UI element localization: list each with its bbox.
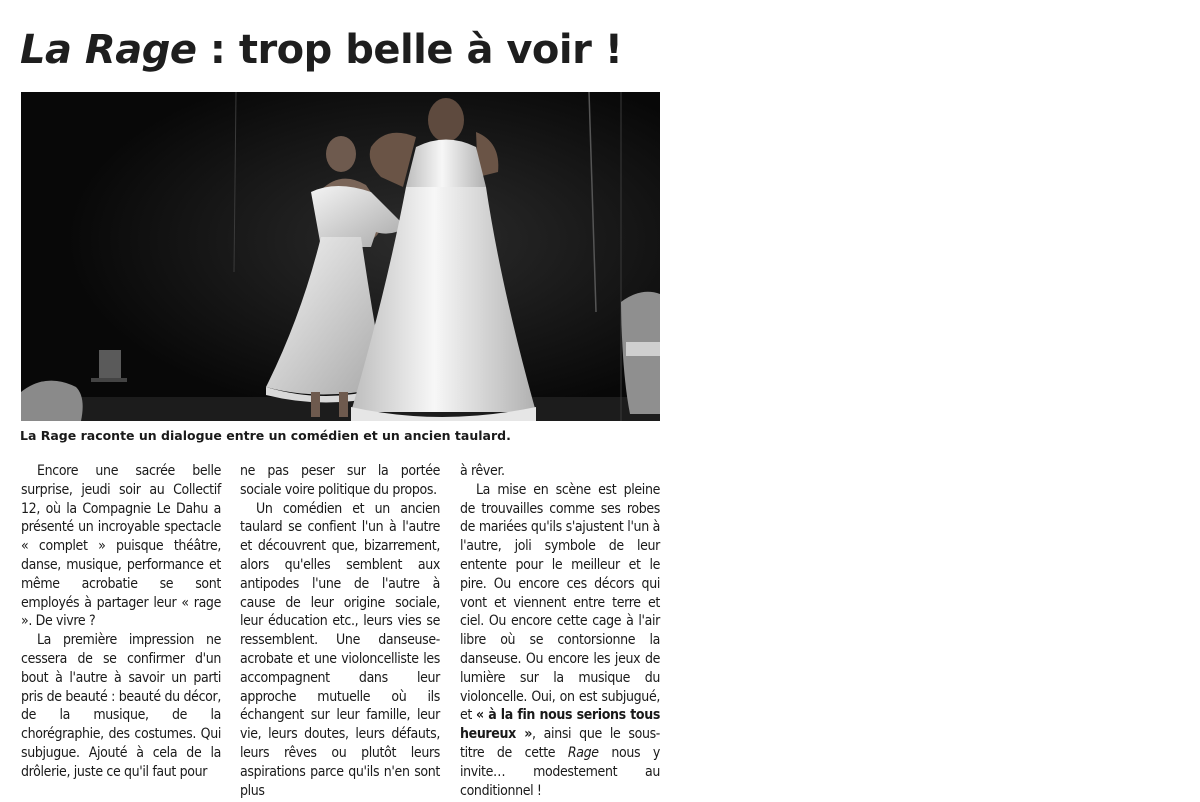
article-title [20, 26, 623, 74]
column-3 [460, 462, 660, 800]
paragraph-text: nous y invite… modestement au conditionnel ! [460, 744, 660, 799]
column-2 [240, 462, 440, 800]
title-italic: La Rage [20, 27, 197, 73]
title-rest: : trop belle à voir ! [196, 27, 623, 73]
column-1 [21, 462, 221, 782]
paragraph-text: , ainsi que le sous-titre de cette [460, 726, 661, 761]
paragraph: ne pas peser sur la portée sociale voire politique du propos. [240, 463, 440, 498]
photo-caption: La Rage raconte un dialogue entre un comédien et un ancien taulard. [20, 428, 511, 443]
paragraph [460, 481, 660, 801]
show-title: Rage [567, 744, 599, 761]
paragraph: Encore une sacrée belle surprise, jeudi soir au Collectif 12, où la Compagnie Le Dahu a présenté un incroyable spectacle « complet » puisque théâtre, danse, musique, performance et même acrobatie se sont employés à partager leur « rage ». De vivre ? [21, 463, 221, 630]
stage-photo-illustration [21, 92, 660, 421]
paragraph: à rêver. [460, 463, 505, 479]
stage-photo [21, 92, 660, 421]
paragraph: Un comédien et un ancien taulard se confient l'un à l'autre et découvrent que, bizarrement, alors qu'elles semblent aux antipodes l'une de l'autre à cause de leur origine sociale, leur éducation etc., leurs vies se ressemblent. Une danseuse-acrobate et une violoncelliste les accompagnent dans leur approche mutuelle où ils échangent sur leur famille, leur vie, leurs doutes, leurs défauts, leurs rêves ou plutôt leurs aspirations parce qu'ils n'en sont plus [240, 500, 440, 799]
paragraph-text: La mise en scène est pleine de trouvailles comme ses robes de mariées qu'ils s'ajustent l'un à l'autre, joli symbole de leur entente pour le meilleur et le pire. Ou encore ces décors qui vont et viennent entre terre et ciel. Ou encore cette cage à l'air libre où se contorsionne la danseuse. Ou encore les jeux de lumière sur la musique du violoncelle. Oui, on est subjugué, et [460, 481, 660, 724]
quoted-subtitle: « à la fin nous serions tous heureux » [460, 707, 660, 743]
paragraph: La première impression ne cessera de se confirmer d'un bout à l'autre à savoir un parti pris de beauté : beauté du décor, de la musique, de la chorégraphie, des costumes. Qui subjugue. Ajouté à cela de la drôlerie, juste ce qu'il faut pour [21, 632, 221, 780]
